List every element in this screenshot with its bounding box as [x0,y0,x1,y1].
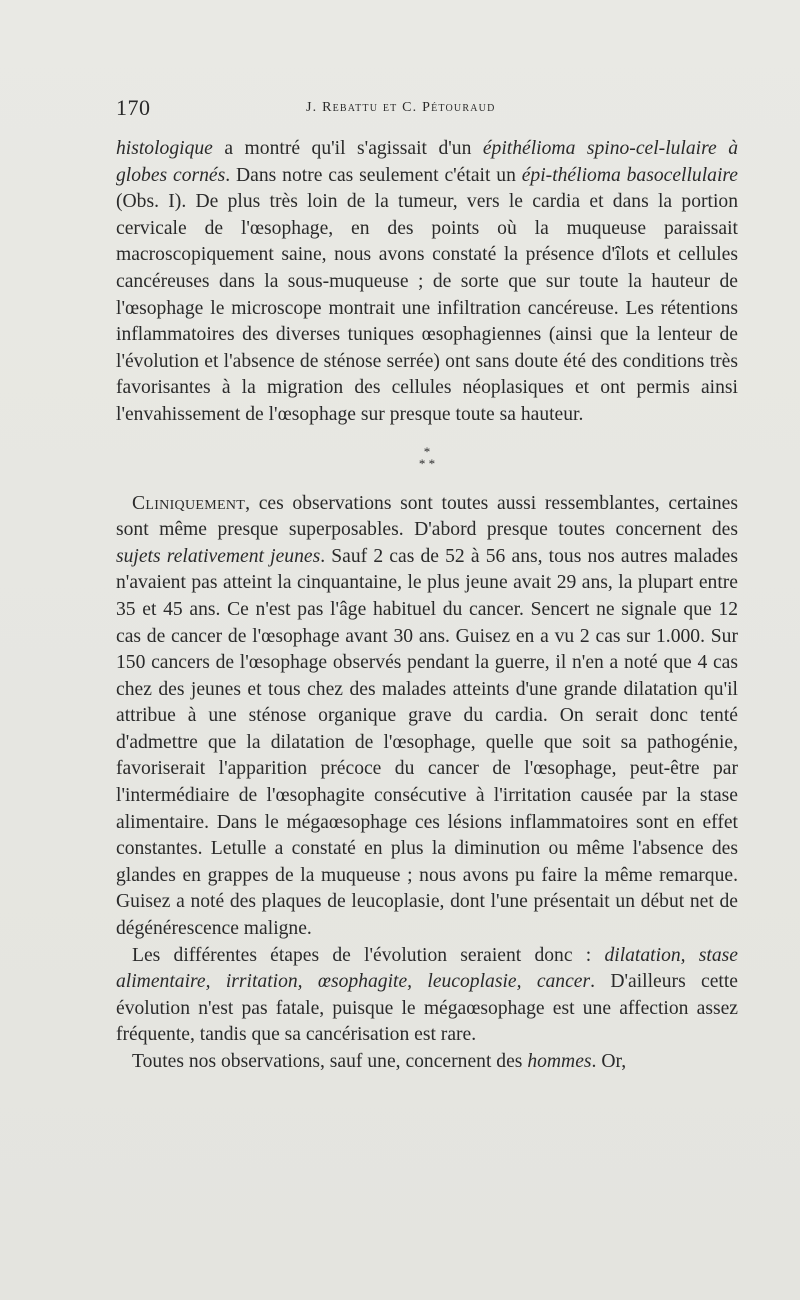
text-run: , ces observations sont toutes aussi ressemblantes, certaines sont même presque superposables. D'abord presque toutes concernent des [116,492,738,541]
text-run: . D'ailleurs cette évolution n'est pas fatale, puisque le mégaœsophage est une affection assez fréquente, tandis que sa cancérisation est rare. [116,971,738,1046]
page-header [116,95,736,125]
text-run: . Or, [591,1051,627,1072]
text-run: Les différentes étapes de l'évolution seraient donc : [132,944,605,966]
text-run: a montré qu'il s'agissait d'un [212,138,483,159]
italic-term: dilatation, stase alimentaire, irritation, œsophagite, leucoplasie, cancer [116,944,738,993]
body-text [116,136,738,1076]
text-run: . Sauf 2 cas de 52 à 56 ans, tous nos autres malades n'avaient pas atteint la cinquantaine, le plus jeune avait 29 ans, la plupart entre 35 et 45 ans. Ce n'est pas l'âge habituel du cancer. Sencert ne signale que 12 cas de cancer de l'œsophage avant 30 ans. Guisez en a vu 2 cas sur 1.000. Sur 150 cancers de l'œsophage observés pendant la guerre, il n'en a noté que 4 cas chez des jeunes et tous chez des malades atteints d'une grande dilatation qu'il attribue à une sténose organique grave du cardia. On serait donc tenté d'admettre que la dilatation de l'œsophage, quelle que soit sa pathogénie, favoriserait l'apparition précoce du cancer de l'œsophage, peut-être par l'intermédiaire de l'œsophagite consécutive à l'irritation causée par la stase alimentaire. Dans le mégaœsophage ces lésions inflammatoires sont en effet constantes. Letulle a constaté en plus la diminution ou même l'absence des glandes en grappes de la muqueuse ; nous avons pu faire la même remarque. Guisez a noté des plaques de leucoplasie, dont l'une présentait un début net de dégénérescence maligne. [116,545,739,940]
italic-term: sujets relativement jeunes [116,545,321,567]
text-run: (Obs. I). De plus très loin de la tumeur, vers le cardia et dans la portion cervicale de l'œsophage, en des points où la muqueuse paraissait macroscopiquement saine, nous avons constaté la présence d'îlots et cellules cancéreuses dans la sous-muqueuse ; de sorte que sur toute la hauteur de l'œsophage le microscope montrait une infiltration cancéreuse. Les rétentions inflammatoires des diverses tuniques œsophagiennes (ainsi que la lenteur de l'évolution et l'absence de sténose serrée) ont sans doute été des conditions très favorisantes à la migration des cellules néoplasiques et ont permis ainsi l'envahissement de l'œsophage sur presque toute sa hauteur. [116,191,738,425]
asterism-top: * [423,443,431,459]
italic-term: épithélioma spino-cel-lulaire à globes cornés [116,138,738,186]
running-head-initial: J. [306,100,323,115]
paragraph-stages [116,943,738,1049]
page-number: 170 [116,95,151,120]
paragraph-histology [116,136,738,429]
asterism-bottom: * * [418,455,436,471]
running-head-authors: Rebattu et C. Pétouraud [322,100,496,115]
running-head [306,100,496,116]
italic-term: hommes [527,1051,592,1072]
section-asterism [116,445,738,469]
paragraph-clinical [116,491,738,943]
small-caps-lead: Cliniquement [132,492,246,514]
text-run: Toutes nos observations, sauf une, concernent des [132,1051,528,1072]
paragraph-sex [116,1049,738,1076]
italic-term: histologique [116,138,213,159]
italic-term: épi-thélioma basocellulaire [521,164,738,186]
text-run: . Dans notre cas seulement c'était un [225,164,522,186]
